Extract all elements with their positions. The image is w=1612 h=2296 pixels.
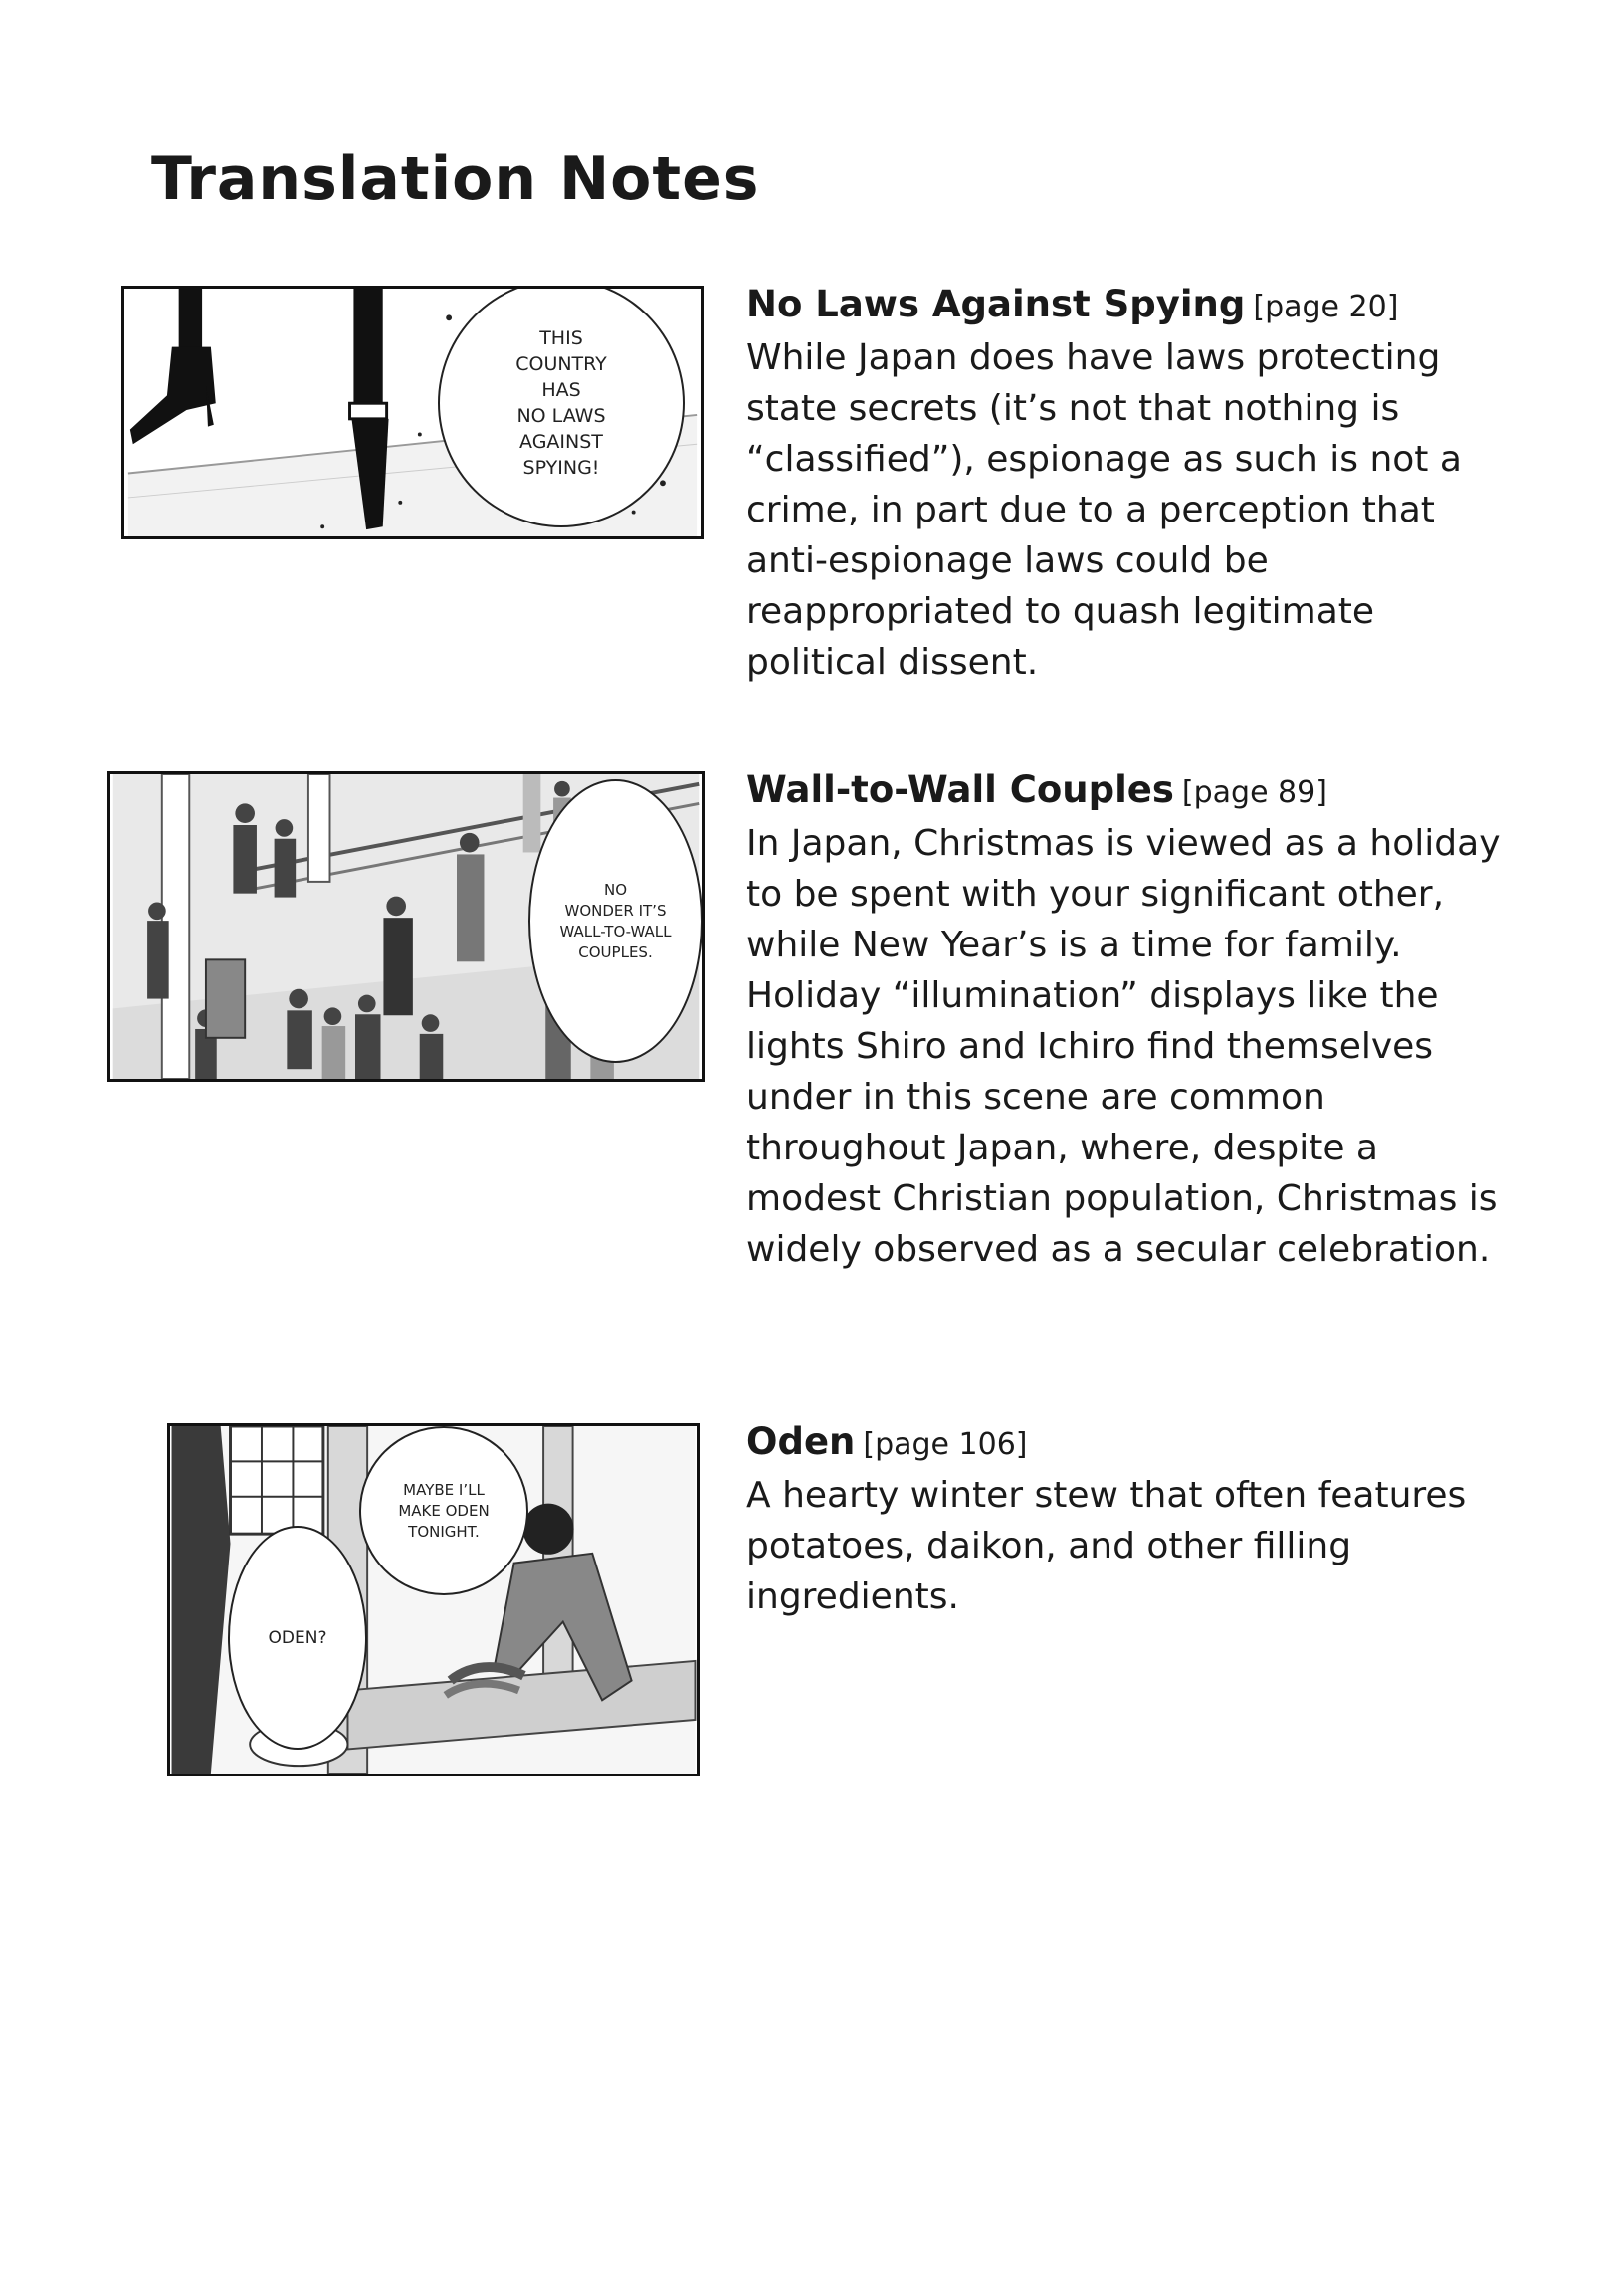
page-title: Translation Notes <box>151 144 760 214</box>
note-no-laws-against-spying <box>746 279 1522 688</box>
note-term: Wall-to-Wall Couples <box>746 768 1174 811</box>
speech-bubble <box>438 286 685 527</box>
speech-bubble <box>228 1526 367 1750</box>
speech-bubble-text: MAYBE I’LL MAKE ODEN TONIGHT. <box>398 1480 490 1541</box>
note-oden <box>746 1416 1522 1622</box>
note-page-ref: [page 89] <box>1181 775 1327 810</box>
note-wall-to-wall-couples <box>746 764 1522 1275</box>
speech-bubble-text: THIS COUNTRY HAS NO LAWS AGAINST SPYING! <box>515 327 607 479</box>
manga-panel-spying <box>121 286 704 539</box>
speech-bubble <box>359 1426 528 1595</box>
note-body: While Japan does have laws protecting state secrets (it’s not that nothing is “classified”), espionage as such is not a crime, in part due to a perception that anti-espionage laws could be reappropriated to quash legitimate political dissent. <box>746 337 1462 683</box>
manga-panel-oden <box>167 1423 700 1776</box>
speech-bubble <box>528 779 703 1063</box>
manga-panel-couples <box>107 771 705 1082</box>
note-page-ref: [page 20] <box>1253 290 1399 324</box>
speech-bubble-text: ODEN? <box>268 1627 327 1648</box>
note-body: In Japan, Christmas is viewed as a holiday to be spent with your significant other, while New Year’s is a time for family. Holiday “illumination” displays like the lights Shiro and Ichiro find themselves under in this scene are common throughout Japan, where, despite a modest Christian population, Christmas is widely observed as a secular celebration. <box>746 823 1501 1270</box>
speech-bubble-text: NO WONDER IT’S WALL-TO-WALL COUPLES. <box>559 880 672 961</box>
note-body: A hearty winter stew that often features potatoes, daikon, and other filling ingredients. <box>746 1475 1467 1617</box>
note-page-ref: [page 106] <box>863 1427 1028 1462</box>
note-term: No Laws Against Spying <box>746 283 1246 325</box>
note-term: Oden <box>746 1420 856 1463</box>
